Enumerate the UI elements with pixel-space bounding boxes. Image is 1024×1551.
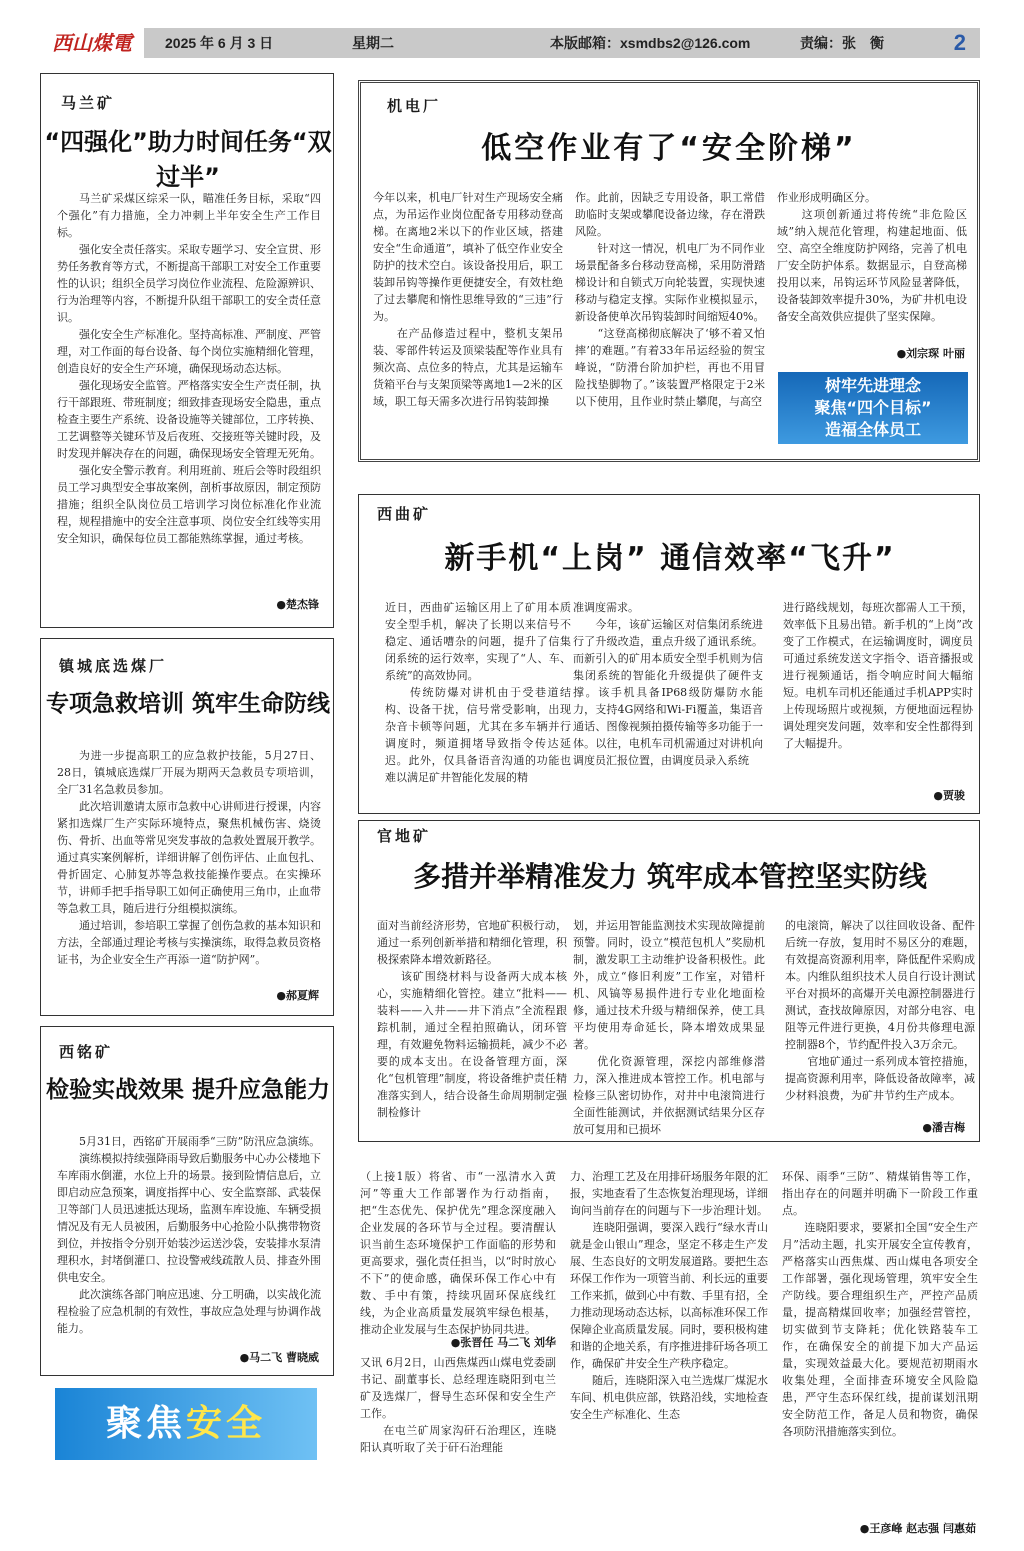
article-byline: ●王彦峰 赵志强 闫惠茹 — [859, 1522, 976, 1535]
article-body-col2: 准调度需求。 今年，该矿运输区对信集闭系统进行了升级改造，重点升级了通讯系统。而新引入的矿用本质安全型手机则为信集闭系统的智能化升级提供了硬件支撑。该手机具备IP68级防爆防水能力，支持4G网络和Wi-Fi覆盖，集语音通话、图像视频拍摄传输等多功能于一体。以往，电机车司机需通过对讲机向调度员汇报位置，由调度员录入系统 — [573, 601, 763, 767]
article-headline: 专项急救培训 筑牢生命防线 — [45, 691, 330, 717]
article-body-col3: 环保、雨季“三防”、精煤销售等工作，指出存在的问题并明确下一阶段工作重点。 连晓阳要求，要紧扣全国“安全生产月”活动主题，扎实开展安全宣传教育，严格落实山西焦煤、西山煤电各项安全工作部署，强化现场管理，筑牢安全生产防线。要合理组织生产，严控产品质量，提高精煤回收率；加强经营管控，切实做到节支降耗；优化铁路装车工作，在确保安全的前提下加大产品运量，实现效益最大化。要规范初期雨水收集处理，全面排查环境安全风险隐患，严守生态环保红线，提前谋划汛期安全防范工作，备足人员和物资，确保各项防汛措施落实到位。 — [782, 1170, 978, 1438]
motto-banner: 树牢先进理念 聚焦“四个目标” 造福全体员工 — [778, 372, 968, 444]
section-label: 机电厂 — [387, 97, 442, 115]
article-guandi — [358, 820, 980, 1142]
article-headline: 检验实战效果 提升应急能力 — [45, 1077, 330, 1103]
article-body: 5月31日，西铭矿开展雨季“三防”防汛应急演练。 演练模拟持续强降雨导致后勤服务中心办公楼地下车库雨水倒灌，水位上升的场景。接到险情信息后，立即启动应急预案，调度指挥中心、安全监察部、武装保卫等部门人员迅速抵达现场，监测车库设施、车辆受损情况及有无人员被困，后勤服务中心抢险小队携带物资到位，并按指令分别开始装沙运送沙袋，安装排水泵清理积水，封堵倒灌口、拉设警戒线疏散人员、排查外围供电安全。 此次演练各部门响应迅速、分工明确，以实战化流程检验了应急机制的有效性，事故应急处理与协调作战能力。 — [57, 1135, 321, 1335]
article-continued — [358, 1152, 980, 1542]
article-body-col3: 作业形成明确区分。 这项创新通过将传统“非危险区域”纳入规范化管理，构建起地面、低空、高空全维度防护网络，完善了机电厂安全防护体系。数据显示，自登高梯投用以来，吊钩运环节风险显著降低，设备装卸效率提升30%，为矿井机电设备安全高效供应提供了坚实保障。 — [777, 191, 967, 323]
article-xiqu — [358, 494, 980, 814]
article-byline: ●潘吉梅 — [922, 1121, 965, 1134]
article-body-col3: 进行路线规划，每班次都需人工干预，效率低下且易出错。新手机的“上岗”改变了工作模式，在运输调度时，调度员可通过系统发送文字指令、语音播报或进行视频通话，指令响应时间大幅缩短。电机车司机还能通过手机APP实时上传现场照片或视频，方便地面远程协调处理突发问题，效率和安全性都得到了大幅提升。 — [783, 601, 973, 750]
safety-banner: 聚焦安全 — [55, 1388, 317, 1460]
article-zhenchengdi — [40, 638, 334, 1016]
weekday: 星期二 — [352, 35, 394, 51]
article-body-col2: 划，并运用智能监测技术实现故障提前预警。同时，设立“模范包机人”奖励机制，激发职工主动维护设备积极性。此外，成立“修旧利废”工作室，对错杆机、风镐等易损件进行专业化地面检修，通过技术升级与精细保养，使工具平均使用寿命延长，降本增效成果显著。 优化资源管理，深挖内部维修潜力，深入推进成本管控工作。机电部与检修三队密切协作，对井中电滚筒进行全面性能测试，并依据测试结果分区存放可复用和已损坏 — [573, 919, 765, 1136]
page-email: 本版邮箱：xsmdbs2@126.com — [550, 35, 751, 51]
page-editor: 责编：张 衡 — [800, 35, 884, 51]
article-headline: “四强化”助力时间任务“双过半” — [44, 128, 332, 191]
section-label: 镇城底选煤厂 — [59, 657, 168, 675]
article-malan — [40, 73, 334, 628]
article-byline: ●郝夏辉 — [276, 989, 319, 1002]
article-body: 为进一步提高职工的应急救护技能，5月27日、28日，镇城底选煤厂开展为期两天急救员专项培训，全厂31名急救员参加。 此次培训邀请太原市急救中心讲师进行授课，内容紧扣选煤厂生产实际环境特点，聚焦机械伤害、烧烫伤、骨折、出血等常见突发事故的急救处置展开教学。通过真实案例解析，详细讲解了创伤评估、止血包扎、骨折固定、心肺复苏等急救技能操作要点。在实操环节，讲师手把手指导职工如何正确使用三角巾，止血带等急救工具，随后进行分组模拟演练。 通过培训，参培职工掌握了创伤急救的基本知识和方法，全部通过理论考核与实操演练，取得急救员资格证书，为企业安全生产再添一道“防护网”。 — [57, 749, 321, 966]
article-byline: ●马二飞 曹晓威 — [239, 1351, 319, 1364]
article-ximing — [40, 1026, 334, 1376]
article-headline: 新手机“上岗” 通信效率“飞升” — [444, 541, 896, 576]
article-byline: ●楚杰锋 — [276, 598, 319, 611]
article-headline: 多措并举精准发力 筑牢成本管控坚实防线 — [413, 860, 927, 893]
page-number: 2 — [953, 30, 966, 55]
article-body-col1: 今年以来，机电厂针对生产现场安全痛点，为吊运作业岗位配备专用移动登高梯。在离地2米以下的作业区域，搭建安全“生命通道”，填补了低空作业安全防护的技术空白。该设备投用后，职工装卸吊钩等操作更便捷安全，有效杜绝了过去攀爬和惰性思维导致的“三违”行为。 在产品修造过程中，整机支架吊装、零部件转运及顶梁装配等作业具有频次高、点位多的特点，尤其是运输车货箱平台与支架顶梁等离地1—2米的区域，职工每天需多次进行吊钩装卸操 — [373, 191, 563, 408]
article-byline-inline: ●张晋任 马二飞 刘华 — [450, 1336, 556, 1349]
article-body-col1: 面对当前经济形势，官地矿积极行动，通过一系列创新举措和精细化管理，积极探索降本增效新路径。 该矿围绕材料与设备两大成本核心，实施精细化管控。建立“批料——装料——入井——井下消点”全流程跟踪机制，通过全程拍照确认，闭环管理，有效避免物料运输损耗，减少不必要的成本支出。在设备管理方面，深化“包机管理”制度，将设备维护责任精准落实到人，结合设备生命周期制定强制检修计 — [377, 919, 567, 1119]
masthead — [40, 28, 980, 58]
section-label: 西曲矿 — [377, 505, 432, 523]
article-byline: ●刘宗琛 叶丽 — [896, 347, 965, 360]
issue-date: 2025 年 6 月 3 日 — [165, 35, 274, 51]
article-body-col2: 力、治理工艺及在用排矸场服务年限的汇报，实地查看了生态恢复治理现场，详细询问当前存在的问题与下一步治理计划。 连晓阳强调，要深入践行“绿水青山就是金山银山”理念，坚定不移走生产发展、生态良好的文明发展道路。要把生态环保工作作为一项管当前、利长远的重要工作来抓，做到心中有数、手里有招，全力推动现场动态达标，以高标准环保工作保障企业高质量发展。同时，要积极构建和谐的企地关系，有序推进排矸场各项工作，确保矿井安全生产秩序稳定。 随后，连晓阳深入屯兰选煤厂煤泥水车间、机电供应部，铁路沿线，实地检查安全生产标准化、生态 — [570, 1170, 768, 1421]
article-body-col2: 作。此前，因缺乏专用设备，职工常借助临时支架或攀爬设备边缘，存在滑跌风险。 针对这一情况，机电厂为不同作业场景配备多台移动登高梯，采用防滑踏梯设计和自锁式万向轮装置，实现快速移动与稳定支撑。实际作业模拟显示，新设备使单次吊钩装卸时间缩短40%。 “这登高梯彻底解决了‘够不着又怕摔’的难题。”有着33年吊运经验的贺宝峰说，“防滑台阶加护栏，再也不用冒险找垫脚物了。”该装置严格限定于2米以下使用，且作业时禁止攀爬，与高空 — [575, 191, 765, 408]
article-headline: 低空作业有了“安全阶梯” — [481, 131, 857, 166]
section-label: 官地矿 — [377, 827, 432, 845]
section-label: 马兰矿 — [61, 94, 116, 112]
article-body: 马兰矿采煤区综采一队，瞄准任务目标，采取“四个强化”有力措施，全力冲刺上半年安全生产工作目标。 强化安全责任落实。采取专题学习、安全宣贯、形势任务教育等方式，不断提高干部职工对安全工作重要性的认识；组织全员学习岗位作业流程、危险源辨识、行为治理等内容，不断提升队组干部职工的安全责任意识。 强化安全生产标准化。坚持高标准、严制度、严管理，对工作面的每台设备、每个岗位实施精细化管理，创造良好的安全生产环境，确保现场动态达标。 强化现场安全监管。严格落实安全生产责任制，执行干部跟班、带班制度；细致排查现场安全隐患，重点检查主要生产系统、设备设施等关键部位，工序转换、工艺调整等关键环节及后夜班、交接班等关键时段，及时发现并解决存在的问题，确保现场安全管理无死角。 强化安全警示教育。利用班前、班后会等时段组织员工学习典型安全事故案例，剖析事故原因，制定预防措施；组织全队岗位员工培训学习岗位标准化作业流程，规程措施中的安全注意事项、岗位安全红线等实用安全知识，确保每位员工都能熟练掌握，通过考核。 — [57, 192, 321, 545]
section-label: 西铭矿 — [59, 1043, 114, 1061]
article-body-col1: 近日，西曲矿运输区用上了矿用本质安全型手机，解决了长期以来信号不稳定、通话嘈杂的问题，提升了信集闭系统的运行效率，实现了“人、车、系统”的高效协同。 传统防爆对讲机由于受巷道结构、设备干扰，信号常受影响，出现杂音卡顿等问题，尤其在多车辆并行调度时，频道拥堵导致指令传达延迟。此外，仅具备语音沟通的功能也难以满足矿井智能化发展的精 — [385, 601, 571, 784]
article-byline: ●贾骏 — [933, 789, 965, 802]
paper-logo: 西山煤電 — [40, 28, 144, 58]
article-body-col1: （上接1版）将省、市“一泓清水入黄河”等重大工作部署作为行动指南，把“生态优先、保护优先”理念深度融入企业发展的各环节与全过程。要清醒认识当前生态环境保护工作面临的形势和更高要求，强化责任担当，以“时时放心不下”的使命感，确保环保工作心中有数、手中有策，持续巩固环保底线红线，为企业高质量发展筑牢绿色根基，推动企业发展与生态保护协同共进。 — [360, 1170, 556, 1336]
article-body-col1-more: 又讯 6月2日，山西焦煤西山煤电党委副书记、副董事长、总经理连晓阳到屯兰矿及选煤厂，督导生态环保和安全生产工作。 在屯兰矿周家沟矸石治理区，连晓阳认真听取了关于矸石治理能 — [360, 1356, 556, 1454]
article-body-col3: 的电滚筒，解决了以往回收设备、配件后统一存放，复用时不易区分的难题，有效提高资源利用率，降低配件采购成本。内维队组织技术人员自行设计测试平台对损坏的高爆开关电源控制器进行测试，查找故障原因，对部分电容、电阻等元件进行更换，4月份共修理电源控制器8个，节约配件投入3万余元。 官地矿通过一系列成本管控措施，提高资源利用率，降低设备故障率，减少材料浪费，为矿井节约生产成本。 — [785, 919, 975, 1102]
